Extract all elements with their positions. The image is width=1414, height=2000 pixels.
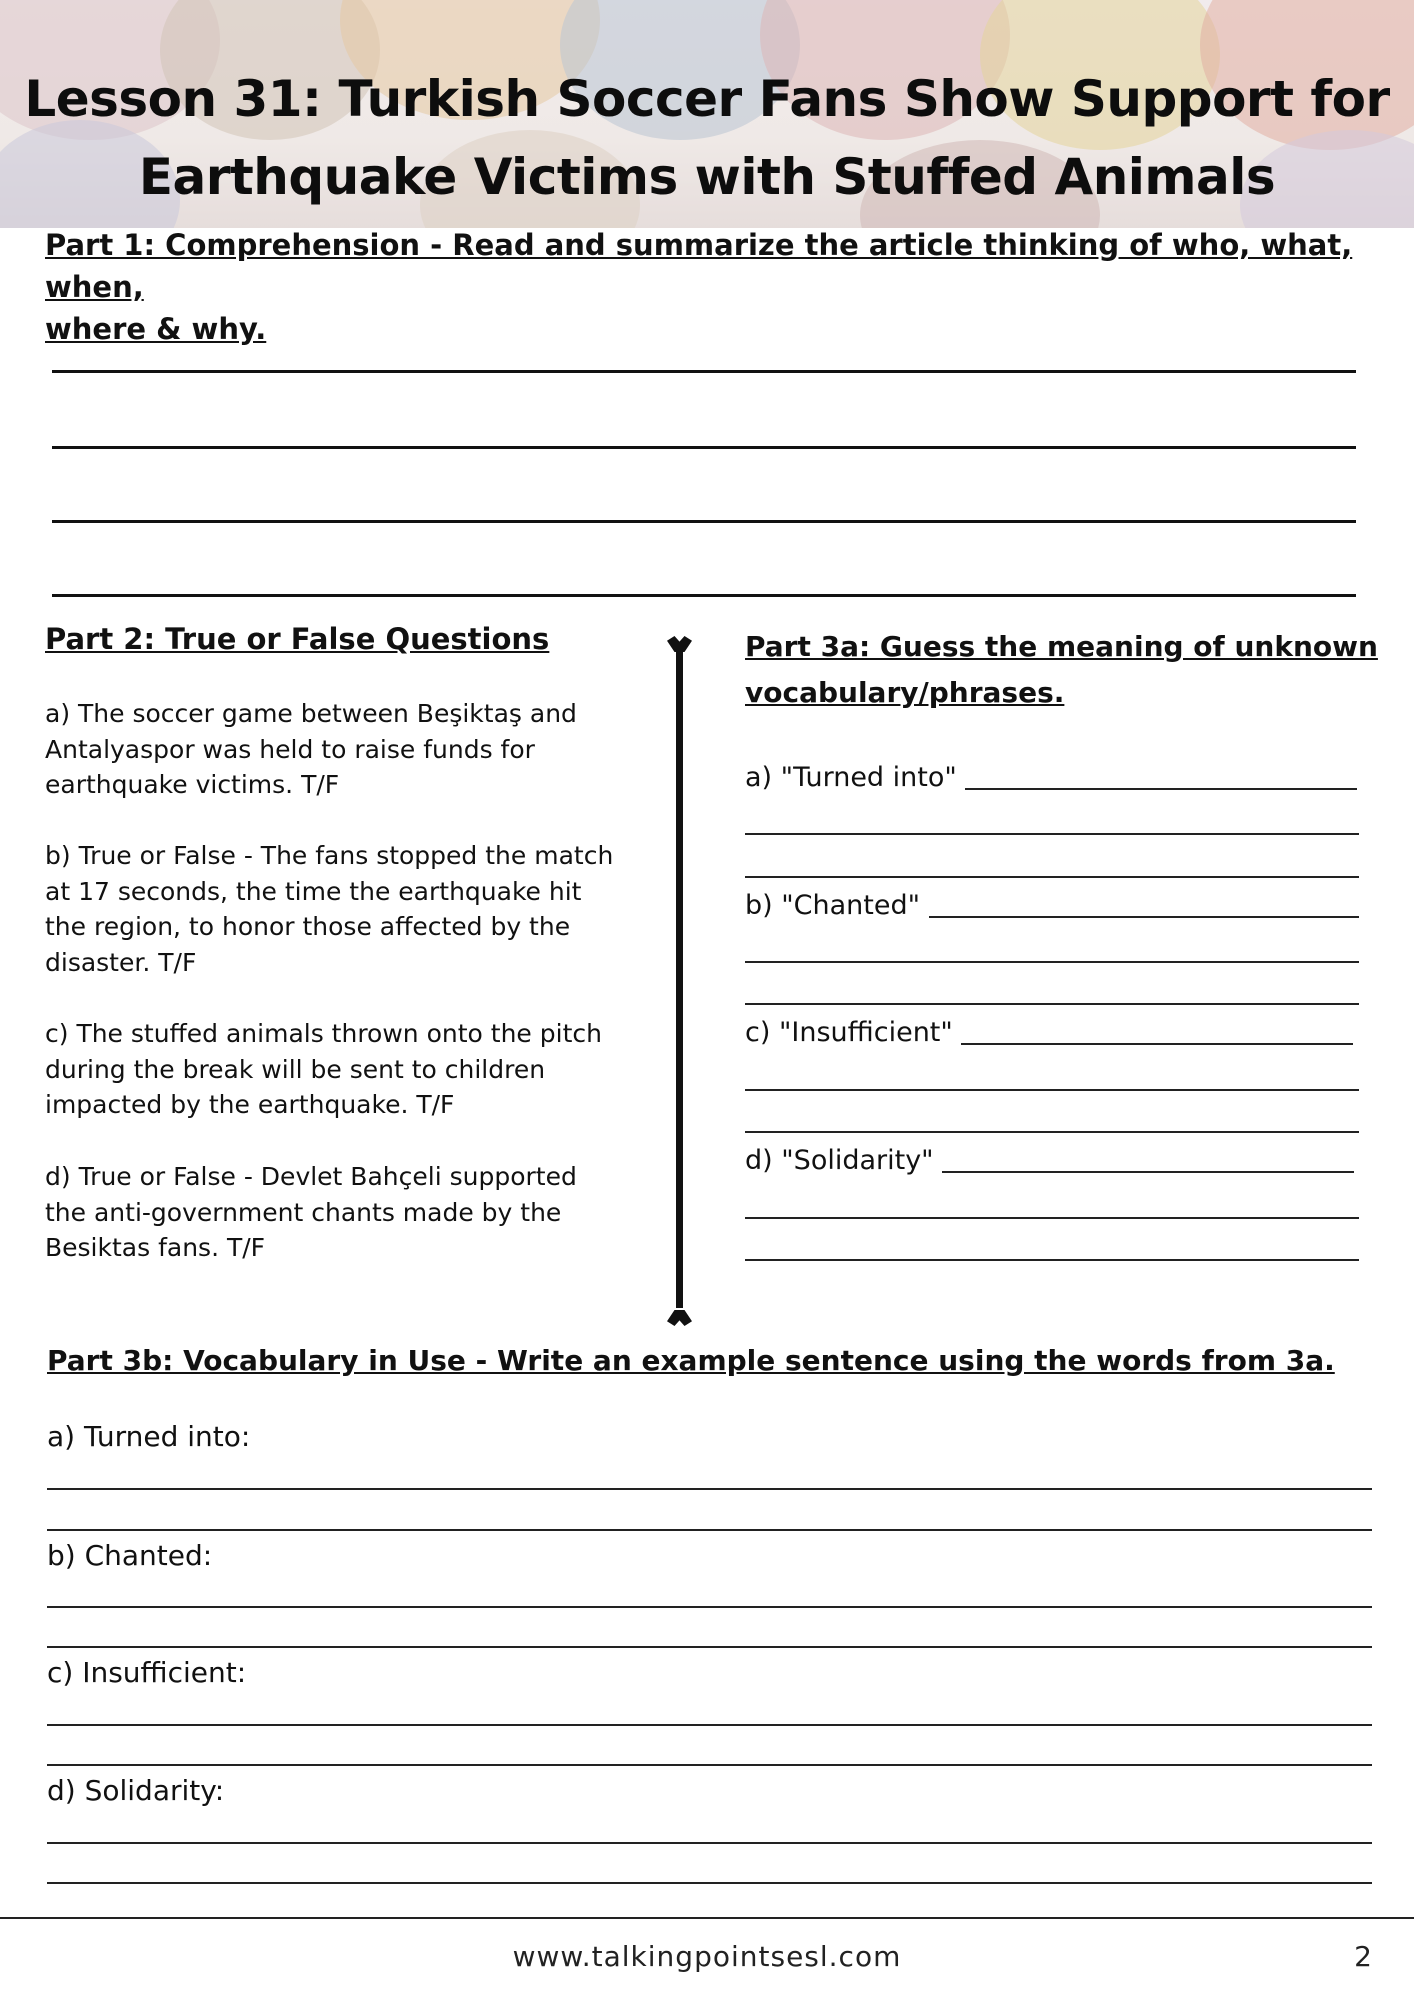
answer-line[interactable]	[745, 1259, 1359, 1261]
answer-line[interactable]	[52, 520, 1356, 523]
answer-line[interactable]	[47, 1529, 1372, 1531]
page-title	[0, 60, 1414, 216]
answer-line[interactable]	[745, 1131, 1359, 1133]
answer-line[interactable]	[929, 916, 1359, 918]
title-line-2: Earthquake Victims with Stuffed Animals	[138, 148, 1276, 206]
answer-line[interactable]	[965, 788, 1357, 790]
vocab-item-c	[745, 1015, 1353, 1051]
part1-heading	[45, 224, 1385, 350]
answer-line[interactable]	[47, 1842, 1372, 1844]
vocab-label-d: d) "Solidarity"	[745, 1145, 934, 1176]
answer-line[interactable]	[745, 961, 1359, 963]
answer-line[interactable]	[52, 594, 1356, 597]
vocab-label-b: b) "Chanted"	[745, 890, 921, 921]
answer-line[interactable]	[745, 1089, 1359, 1091]
answer-line[interactable]	[52, 446, 1356, 449]
part1-heading-line-2: where & why.	[45, 312, 267, 346]
vocab-label-c: c) "Insufficient"	[745, 1017, 953, 1048]
page-number: 2	[1354, 1940, 1372, 1973]
usage-label-d: d) Solidarity:	[47, 1774, 225, 1807]
answer-line[interactable]	[47, 1882, 1372, 1884]
vocab-item-d	[745, 1143, 1354, 1179]
tf-question-b: b) True or False - The fans stopped the match at 17 seconds, the time the earthquake hit the region, to honor those affected by the disaster. T/F	[45, 841, 614, 977]
answer-line[interactable]	[52, 370, 1356, 373]
column-divider	[676, 646, 683, 1308]
part2-heading: Part 2: True or False Questions	[45, 622, 550, 656]
usage-label-c: c) Insufficient:	[47, 1656, 247, 1689]
answer-line[interactable]	[745, 1003, 1359, 1005]
part3b-heading: Part 3b: Vocabulary in Use - Write an example sentence using the words from 3a.	[47, 1344, 1335, 1377]
part1-heading-line-1: Part 1: Comprehension - Read and summarize the article thinking of who, what, when,	[45, 228, 1353, 304]
title-line-1: Lesson 31: Turkish Soccer Fans Show Support for	[24, 70, 1390, 128]
part3a-heading	[745, 624, 1378, 716]
tf-question-c: c) The stuffed animals thrown onto the pitch during the break will be sent to children impacted by the earthquake. T/F	[45, 1019, 602, 1119]
part3a-heading-line-1: Part 3a: Guess the meaning of unknown	[745, 630, 1378, 663]
tf-question-a: a) The soccer game between Beşiktaş and Antalyaspor was held to raise funds for earthquake victims. T/F	[45, 699, 577, 799]
answer-line[interactable]	[47, 1488, 1372, 1490]
usage-label-a: a) Turned into:	[47, 1420, 251, 1453]
vocab-label-a: a) "Turned into"	[745, 762, 957, 793]
answer-line[interactable]	[961, 1043, 1353, 1045]
usage-label-b: b) Chanted:	[47, 1539, 213, 1572]
answer-line[interactable]	[942, 1171, 1354, 1173]
answer-line[interactable]	[47, 1646, 1372, 1648]
answer-line[interactable]	[745, 876, 1359, 878]
divider-cap-bottom	[667, 1310, 692, 1326]
answer-line[interactable]	[47, 1724, 1372, 1726]
answer-line[interactable]	[47, 1764, 1372, 1766]
vocab-item-b	[745, 888, 1359, 924]
vocab-item-a	[745, 760, 1357, 796]
answer-line[interactable]	[745, 833, 1359, 835]
footer-url[interactable]: www.talkingpointsesl.com	[512, 1940, 902, 1973]
answer-line[interactable]	[47, 1606, 1372, 1608]
answer-line[interactable]	[745, 1217, 1359, 1219]
footer-divider	[0, 1917, 1414, 1919]
part3a-heading-line-2: vocabulary/phrases.	[745, 676, 1065, 709]
tf-question-d: d) True or False - Devlet Bahçeli supported the anti-government chants made by the Besiktas fans. T/F	[45, 1162, 577, 1262]
